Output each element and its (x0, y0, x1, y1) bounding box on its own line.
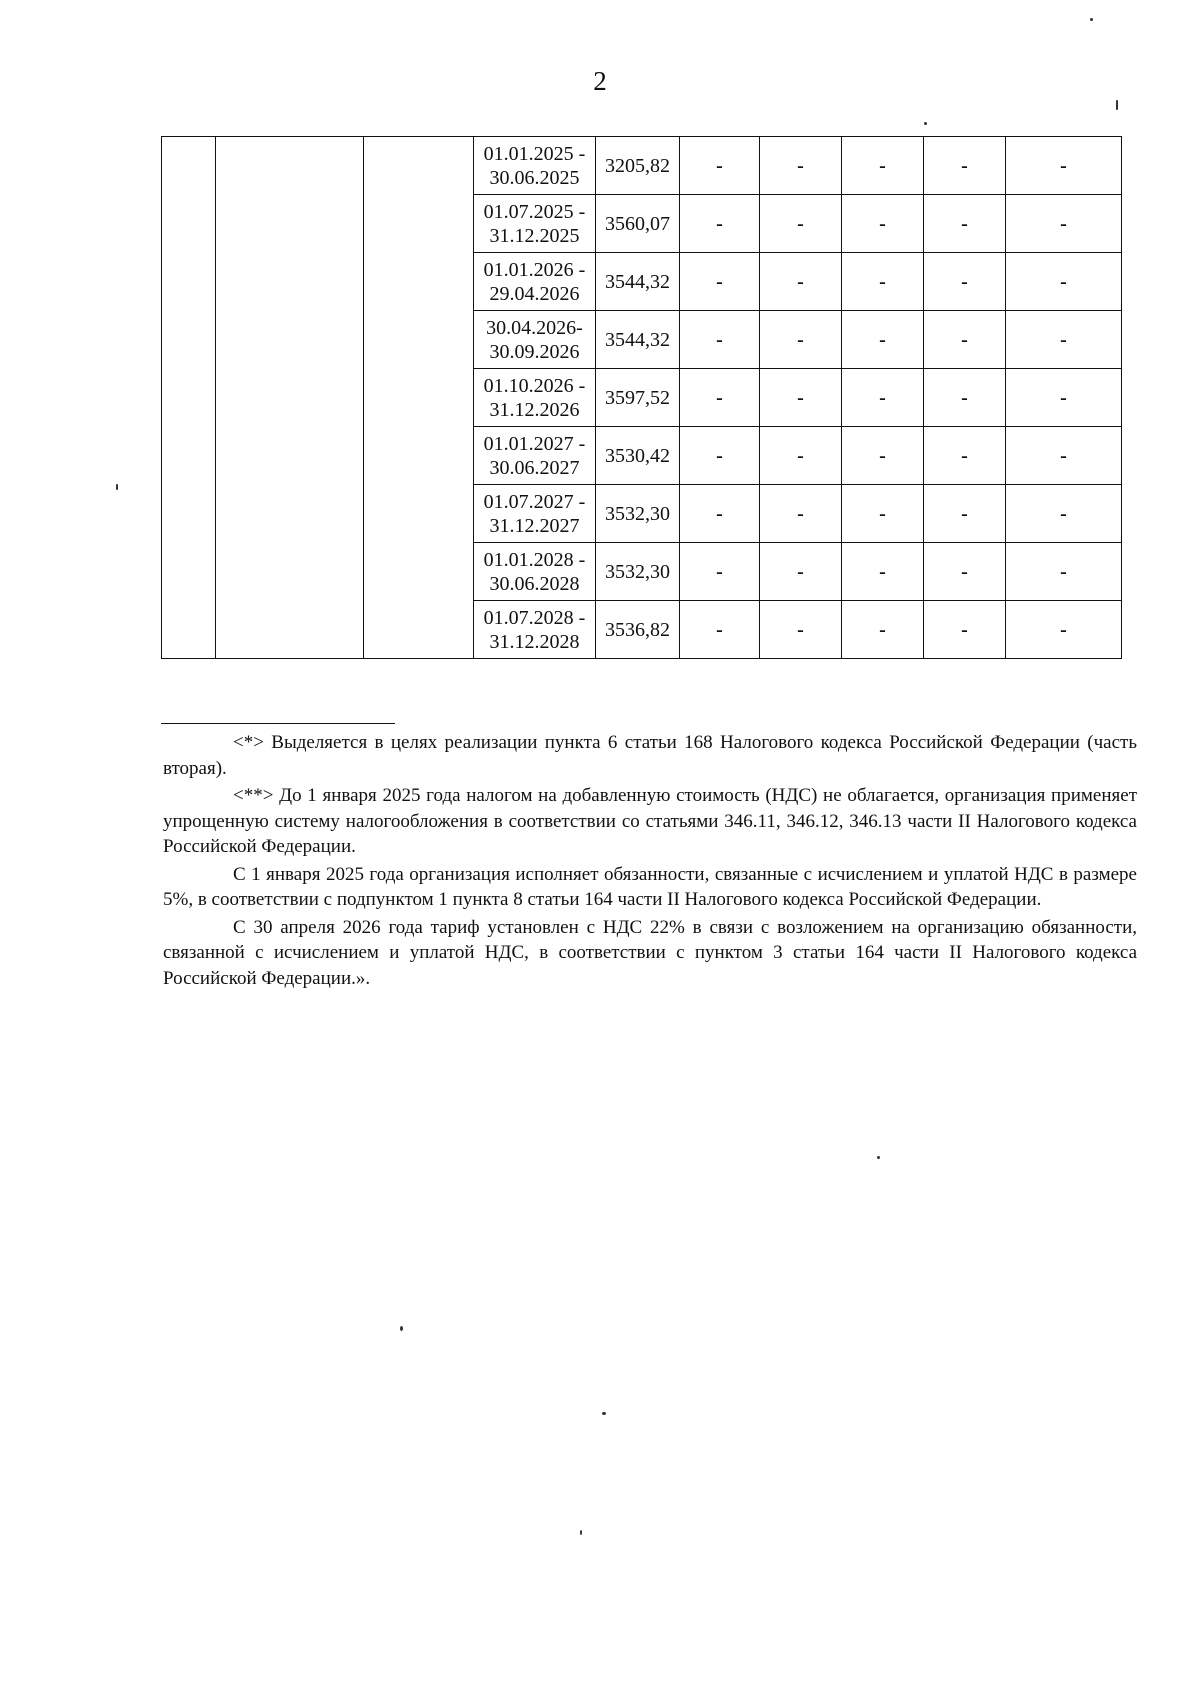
dash-cell: - (924, 601, 1006, 659)
footnote-4: С 30 апреля 2026 года тариф установлен с НДС 22% в связи с возложением на организацию обязанности, связанной с исчислением и уплатой НДС, в соответствии с пунктом 3 статьи 164 части II Налогового кодекса Российской Федерации.». (163, 916, 1137, 989)
period-cell (474, 137, 596, 195)
period-cell (474, 543, 596, 601)
dash-cell: - (680, 137, 760, 195)
period-start: 01.01.2028 - (483, 548, 586, 571)
period-cell (474, 311, 596, 369)
tariff-value-cell: 3205,82 (596, 137, 680, 195)
dash-cell: - (842, 137, 924, 195)
period-start: 01.01.2026 - (483, 258, 586, 281)
dash-cell: - (680, 311, 760, 369)
dash-cell: - (924, 195, 1006, 253)
period-end: 30.06.2025 (489, 166, 580, 189)
period-end: 31.12.2027 (489, 514, 580, 537)
scan-speck (1090, 18, 1093, 21)
period-cell (474, 485, 596, 543)
empty-merged-cell (216, 137, 364, 659)
dash-cell: - (924, 543, 1006, 601)
dash-cell: - (842, 543, 924, 601)
tariff-value-cell: 3597,52 (596, 369, 680, 427)
dash-cell: - (924, 137, 1006, 195)
dash-cell: - (1006, 543, 1122, 601)
tariff-value-cell: 3560,07 (596, 195, 680, 253)
dash-cell: - (924, 311, 1006, 369)
footnote-2: <**> До 1 января 2025 года налогом на добавленную стоимость (НДС) не облагается, организация применяет упрощенную систему налогообложения в соответствии со статьями 346.11, 346.12, 346.13 части II Налогового кодекса Российской Федерации. (163, 785, 1137, 857)
footnotes (163, 730, 1137, 993)
tariff-value-cell: 3532,30 (596, 543, 680, 601)
scan-speck (1116, 100, 1118, 110)
table-body (162, 137, 1122, 659)
period-end: 31.12.2026 (489, 398, 580, 421)
empty-merged-cell (162, 137, 216, 659)
dash-cell: - (760, 543, 842, 601)
period-cell (474, 601, 596, 659)
dash-cell: - (842, 311, 924, 369)
period-start: 30.04.2026- (486, 316, 583, 339)
period-end: 30.06.2028 (489, 572, 580, 595)
dash-cell: - (924, 369, 1006, 427)
dash-cell: - (1006, 485, 1122, 543)
table-row (162, 137, 1122, 195)
period-end: 30.09.2026 (489, 340, 580, 363)
period-end: 31.12.2028 (489, 630, 580, 653)
dash-cell: - (842, 369, 924, 427)
scan-speck (924, 122, 927, 125)
footnote-1: <*> Выделяется в целях реализации пункта 6 статьи 168 Налогового кодекса Российской Федерации (часть вторая). (163, 732, 1137, 779)
dash-cell: - (842, 601, 924, 659)
dash-cell: - (1006, 195, 1122, 253)
period-end: 30.06.2027 (489, 456, 580, 479)
scan-speck (877, 1156, 880, 1159)
dash-cell: - (924, 253, 1006, 311)
tariff-table (161, 136, 1122, 659)
empty-merged-cell (364, 137, 474, 659)
dash-cell: - (680, 253, 760, 311)
dash-cell: - (760, 485, 842, 543)
dash-cell: - (842, 427, 924, 485)
dash-cell: - (1006, 137, 1122, 195)
period-start: 01.07.2028 - (483, 606, 586, 629)
dash-cell: - (680, 485, 760, 543)
period-start: 01.07.2027 - (483, 490, 586, 513)
dash-cell: - (760, 311, 842, 369)
period-end: 31.12.2025 (489, 224, 580, 247)
dash-cell: - (680, 369, 760, 427)
period-end: 29.04.2026 (489, 282, 580, 305)
tariff-value-cell: 3530,42 (596, 427, 680, 485)
dash-cell: - (760, 601, 842, 659)
tariff-value-cell: 3544,32 (596, 253, 680, 311)
dash-cell: - (842, 253, 924, 311)
period-cell (474, 369, 596, 427)
period-start: 01.07.2025 - (483, 200, 586, 223)
dash-cell: - (1006, 311, 1122, 369)
dash-cell: - (1006, 253, 1122, 311)
dash-cell: - (924, 427, 1006, 485)
dash-cell: - (760, 137, 842, 195)
scan-speck (400, 1326, 403, 1331)
period-cell (474, 253, 596, 311)
dash-cell: - (680, 427, 760, 485)
period-cell (474, 195, 596, 253)
dash-cell: - (924, 485, 1006, 543)
period-start: 01.10.2026 - (483, 374, 586, 397)
scan-speck (602, 1412, 606, 1415)
dash-cell: - (760, 369, 842, 427)
dash-cell: - (680, 601, 760, 659)
period-start: 01.01.2027 - (483, 432, 586, 455)
dash-cell: - (842, 195, 924, 253)
dash-cell: - (760, 427, 842, 485)
footnote-3: С 1 января 2025 года организация исполняет обязанности, связанные с исчислением и уплатой НДС в размере 5%, в соответствии с подпунктом 1 пункта 8 статьи 164 части II Налогового кодекса Российской Федерации. (163, 863, 1137, 910)
tariff-value-cell: 3532,30 (596, 485, 680, 543)
tariff-value-cell: 3544,32 (596, 311, 680, 369)
period-start: 01.01.2025 - (483, 142, 586, 165)
footnote-divider (161, 723, 395, 724)
page-number: 2 (593, 66, 607, 96)
tariff-value-cell: 3536,82 (596, 601, 680, 659)
dash-cell: - (842, 485, 924, 543)
dash-cell: - (680, 195, 760, 253)
scan-speck (580, 1530, 582, 1535)
dash-cell: - (1006, 601, 1122, 659)
period-cell (474, 427, 596, 485)
dash-cell: - (1006, 369, 1122, 427)
dash-cell: - (1006, 427, 1122, 485)
dash-cell: - (760, 195, 842, 253)
dash-cell: - (760, 253, 842, 311)
scan-speck (116, 484, 118, 490)
dash-cell: - (680, 543, 760, 601)
